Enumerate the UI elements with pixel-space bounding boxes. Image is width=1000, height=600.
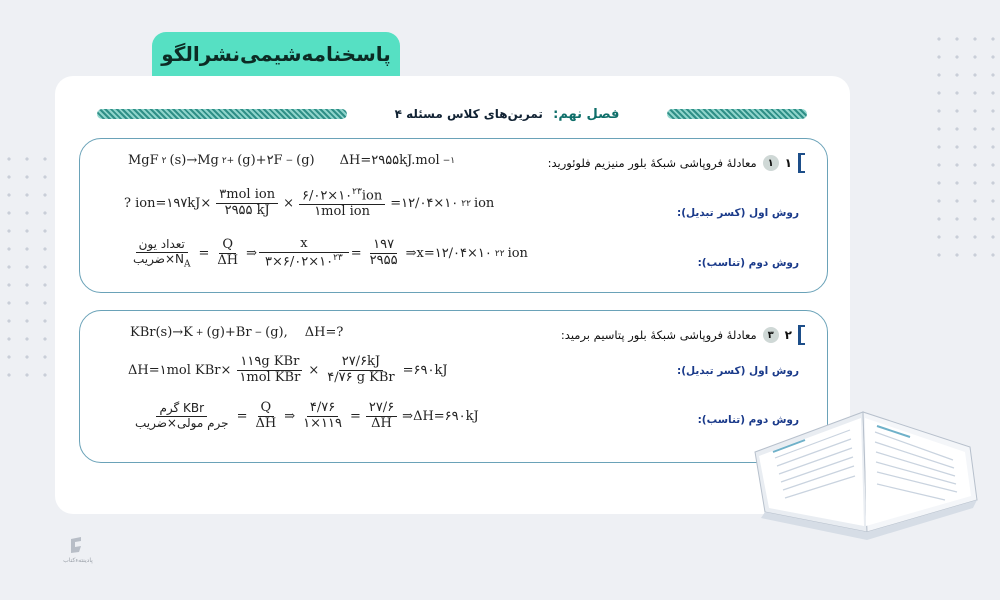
eq-sup: − [285,155,294,166]
eq-part: = [350,246,362,262]
bracket-icon [798,153,805,173]
fraction [236,355,303,386]
question-number: ۱ [784,156,792,170]
numerator: Q [258,401,275,417]
numerator: ۴/۷۶ [307,401,338,417]
eq-part: ⇒x=۱۲/۰۴×۱۰ [405,246,492,262]
eq-sub: A [183,259,191,270]
denominator: ۱mol ion [314,204,370,220]
eq-part: = [349,408,361,424]
fraction [132,402,232,431]
question-text: معادلهٔ فروپاشی شبکهٔ بلور منیزیم فلوئورید: [547,156,757,170]
numerator [299,187,385,205]
fraction [367,238,401,269]
eq-sup: ۲۳ [333,252,343,263]
eq-sup: ۲+ [221,155,235,166]
denominator: ΔH [255,415,277,431]
reaction-equation [130,325,343,340]
eq-sup: − [254,327,263,338]
fraction [252,401,279,432]
numerator: x [259,237,349,253]
eq-part: ۳×۶/۰۲×۱۰ [265,254,334,270]
eq-sup: ۲۲ [461,198,471,209]
eq-sup: ۲۲ [494,248,505,259]
decorative-stripe [667,109,807,119]
method-1-label: روش اول (کسر تبدیل): [677,365,799,377]
dot-pattern-decoration [0,150,60,390]
bracket-icon [798,325,805,345]
denominator [130,253,193,270]
eq-part: ion [361,188,383,204]
dot-pattern-decoration [930,30,1000,270]
eq-part: ΔH=۱mol KBr× [128,362,232,378]
denominator: ΔH [217,253,239,269]
answer-key-header-tab [152,32,400,76]
question-heading [548,153,805,173]
eq-part: ⇒ [246,246,258,262]
denominator: ۴/۷۶ g KBr [327,369,395,385]
chapter-subtitle: تمرین‌های کلاس مسئله ۴ [394,106,543,121]
chapter-title [347,107,667,122]
eq-sub: ۲ [161,155,167,166]
fraction [262,237,346,270]
enthalpy-value: ΔH=? [304,325,344,340]
method-1-equation [128,355,448,386]
denominator: جرم مولی×ضریب [135,415,229,430]
eq-part: (g)+۲F [237,153,283,168]
question-text: معادلهٔ فروپاشی شبکهٔ بلور پتاسیم برمید: [560,328,757,342]
eq-part: ion [507,246,528,262]
eq-part: (s)→Mg [169,153,219,168]
eq-part: =۱۲/۰۴×۱۰ [390,196,459,212]
numerator: تعداد یون [136,238,188,253]
denominator: ΔH [371,415,392,431]
problem-box-1 [79,138,828,293]
eq-part: × [283,196,294,212]
denominator: ۱×۱۱۹ [303,415,342,431]
method-2-equation [128,237,528,270]
open-book-illustration [745,392,985,542]
eq-sup: + [195,327,204,338]
eq-part: ? ion=۱۹۷kJ× [124,196,212,212]
denominator: ۱mol KBr [239,369,301,385]
question-heading [561,325,805,345]
eq-part: (g), [265,325,288,340]
question-badge: ۳ [763,327,779,343]
fraction [214,238,241,269]
chapter-lead: فصل نهم: [553,106,620,122]
enthalpy-value: ΔH=۲۹۵۵kJ.mol [339,153,440,168]
fraction [130,238,193,270]
numerator: ۱۱۹g KBr [237,355,302,371]
denominator [262,253,346,270]
eq-part: × [308,362,320,378]
fraction [299,187,385,220]
eq-sup: ۲۳ [352,187,362,197]
eq-part: =۶۹۰kJ [402,362,448,378]
fraction [324,355,397,386]
eq-part: ion [473,196,495,212]
numerator: ۲۷/۶ [366,401,397,417]
method-1-equation [124,187,494,220]
numerator: ۲۷/۶kJ [339,355,383,371]
eq-part: ⇒ [284,408,296,424]
publisher-logo-icon [67,535,89,555]
eq-part: KBr(s)→K [130,325,193,340]
method-2-label: روش دوم (تناسب): [697,414,799,426]
fraction [300,401,345,432]
fraction [216,188,278,219]
content-card [55,76,850,514]
eq-part: (g) [296,153,315,168]
method-2-equation [130,401,479,432]
denominator: ۲۹۵۵ [369,253,398,269]
eq-part: ⇒ΔH=۶۹۰kJ [402,408,479,424]
numerator: ۱۹۷ [370,238,397,254]
reaction-equation [128,153,455,168]
chapter-bar [97,107,807,121]
eq-part: = [198,246,210,262]
eq-part: = [236,408,248,424]
eq-part: ضریب×N [133,251,184,266]
method-2-label: روش دوم (تناسب): [697,257,799,269]
fraction [366,401,397,432]
eq-part: ۶/۰۲×۱۰ [301,188,353,204]
numerator: ۳mol ion [216,188,278,204]
numerator: گرم KBr [156,402,207,417]
decorative-stripe [97,109,347,119]
eq-part: MgF [128,153,159,168]
header-title: پاسخنامه‌شیمی‌نشرالگو [161,42,391,66]
question-badge: ۱ [763,155,779,171]
numerator: Q [219,238,236,254]
question-number: ۲ [784,328,792,342]
denominator: ۲۹۵۵ kJ [224,203,270,219]
logo-text: پادینتهء‌کتاب [63,557,93,564]
method-1-label: روش اول (کسر تبدیل): [677,207,799,219]
problem-box-2 [79,310,828,463]
eq-sup: −۱ [442,155,456,166]
publisher-logo [58,535,98,564]
eq-part: (g)+Br [206,325,252,340]
